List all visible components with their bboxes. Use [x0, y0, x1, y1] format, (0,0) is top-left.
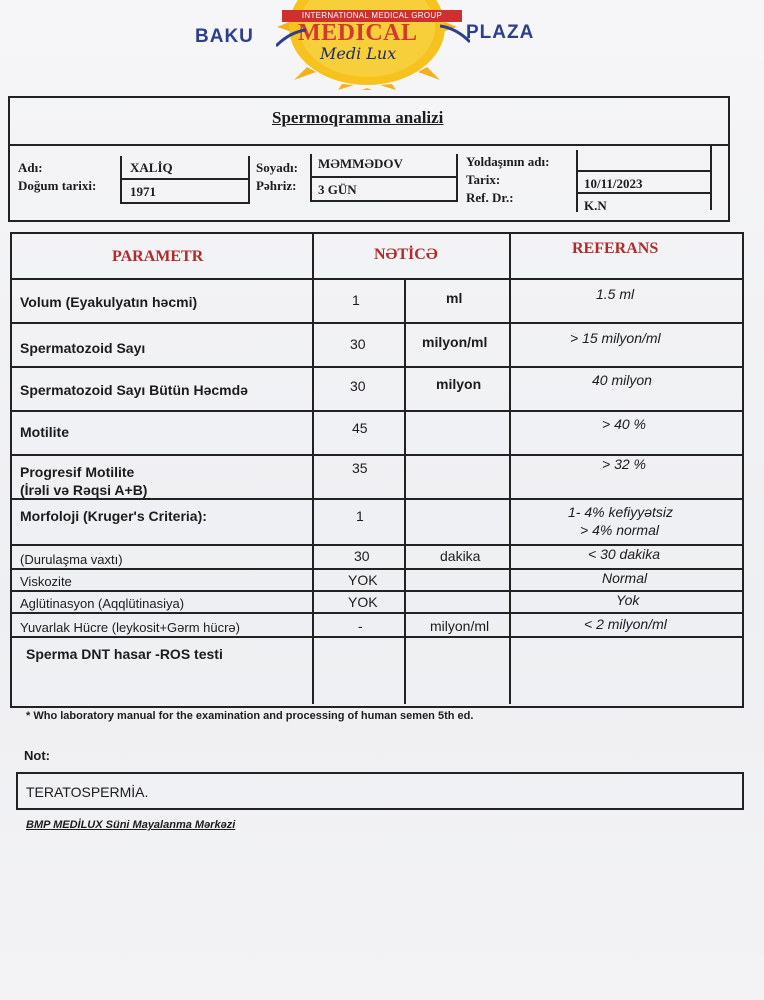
- row-param-sub: (İrəli və Rəqsi A+B): [20, 482, 148, 498]
- row-param: Spermatozoid Sayı Bütün Həcmdə: [20, 382, 248, 398]
- table-row: [12, 278, 742, 324]
- row-ref: 1.5 ml: [596, 286, 635, 302]
- row-ref: > 40 %: [602, 416, 646, 432]
- row-ref: 1- 4% kefiyyətsiz: [568, 504, 674, 520]
- table-row: [12, 568, 742, 592]
- row-ref: Yok: [616, 592, 640, 608]
- row-value: 1: [356, 508, 364, 524]
- row-ref: > 15 milyon/ml: [570, 330, 661, 346]
- diet-value: 3 GÜN: [318, 182, 357, 197]
- date-label: Tarix:: [466, 172, 501, 187]
- row-param: Volum (Eyakulyatın həcmi): [20, 294, 198, 310]
- name-label: Adı:: [18, 160, 43, 175]
- spouse-label: Yoldaşının adı:: [466, 154, 550, 169]
- row-value: YOK: [348, 594, 378, 610]
- row-param: Yuvarlak Hücre (leykosit+Gərm hücrə): [20, 620, 240, 635]
- table-row: [12, 366, 742, 412]
- page-title: Spermoqramma analizi: [272, 108, 444, 127]
- table-row: [12, 590, 742, 614]
- birth-value: 1971: [130, 184, 156, 199]
- row-value: 45: [352, 420, 368, 436]
- title-row: [10, 98, 728, 146]
- row-value: 30: [350, 378, 366, 394]
- header-result: NƏTİCƏ: [374, 246, 438, 263]
- table-row: [12, 544, 742, 570]
- table-row: [12, 612, 742, 638]
- row-value: 30: [354, 548, 370, 564]
- row-param: Aglütinasyon (Aqqlütinasiya): [20, 596, 185, 611]
- table-row: [12, 410, 742, 456]
- table-row: [12, 498, 742, 546]
- row-ref: > 32 %: [602, 456, 646, 472]
- logo-left-text: BAKU: [195, 26, 254, 47]
- row-unit: ml: [446, 290, 463, 306]
- note-label: Not:: [24, 748, 50, 763]
- swoosh-right-icon: [440, 24, 470, 44]
- row-ref: 40 milyon: [592, 372, 652, 388]
- birth-label: Doğum tarixi:: [18, 178, 97, 193]
- row-unit: milyon: [436, 376, 482, 392]
- logo-sub-text: Medi Lux: [320, 44, 397, 63]
- header-parameter: PARAMETR: [112, 248, 204, 265]
- name-value: XALİQ: [130, 160, 173, 175]
- note-box: [16, 772, 744, 810]
- row-unit: dakika: [440, 548, 481, 564]
- row-value: 30: [350, 336, 366, 352]
- header-reference: REFERANS: [572, 240, 659, 257]
- ref-doctor-label: Ref. Dr.:: [466, 190, 514, 205]
- patient-info-frame: [8, 96, 730, 222]
- logo-group-text: INTERNATIONAL MEDICAL GROUP: [282, 10, 462, 22]
- row-param: Viskozite: [20, 574, 72, 589]
- swoosh-left-icon: [276, 28, 306, 48]
- row-value: -: [358, 618, 363, 634]
- row-value: 35: [352, 460, 368, 476]
- diet-label: Pəhriz:: [256, 178, 297, 193]
- clinic-logo: [190, 0, 570, 96]
- center-name: BMP MEDİLUX Süni Mayalanma Mərkəzi: [26, 819, 236, 831]
- surname-label: Soyadı:: [256, 160, 298, 175]
- logo-right-text: PLAZA: [466, 22, 535, 43]
- footnote: * Who laboratory manual for the examination and processing of human semen 5th ed.: [26, 710, 474, 722]
- row-ref-sub: > 4% normal: [580, 522, 659, 538]
- logo-brand-text: MEDICAL: [298, 20, 418, 46]
- row-ref: Normal: [602, 570, 648, 586]
- row-param: Morfoloji (Kruger's Criteria):: [20, 508, 207, 524]
- row-ref: < 30 dakika: [588, 546, 660, 562]
- row-param: Sperma DNT hasar -ROS testi: [26, 646, 223, 662]
- surname-value: MƏMMƏDOV: [318, 156, 403, 171]
- table-row: [12, 636, 742, 706]
- table-row: [12, 454, 742, 500]
- ref-doctor-value: K.N: [584, 198, 607, 213]
- date-value: 10/11/2023: [584, 176, 643, 191]
- row-ref: < 2 milyon/ml: [584, 616, 667, 632]
- row-value: YOK: [348, 572, 378, 588]
- row-param: Motilite: [20, 424, 69, 440]
- note-text: TERATOSPERMİA.: [26, 784, 149, 800]
- row-param: Spermatozoid Sayı: [20, 340, 146, 356]
- row-unit: milyon/ml: [422, 334, 488, 350]
- results-table: [10, 232, 744, 708]
- table-row: [12, 322, 742, 368]
- row-param: (Durulaşma vaxtı): [20, 552, 123, 567]
- row-value: 1: [352, 292, 360, 308]
- row-param: Progresif Motilite: [20, 464, 135, 480]
- row-unit: milyon/ml: [430, 618, 490, 634]
